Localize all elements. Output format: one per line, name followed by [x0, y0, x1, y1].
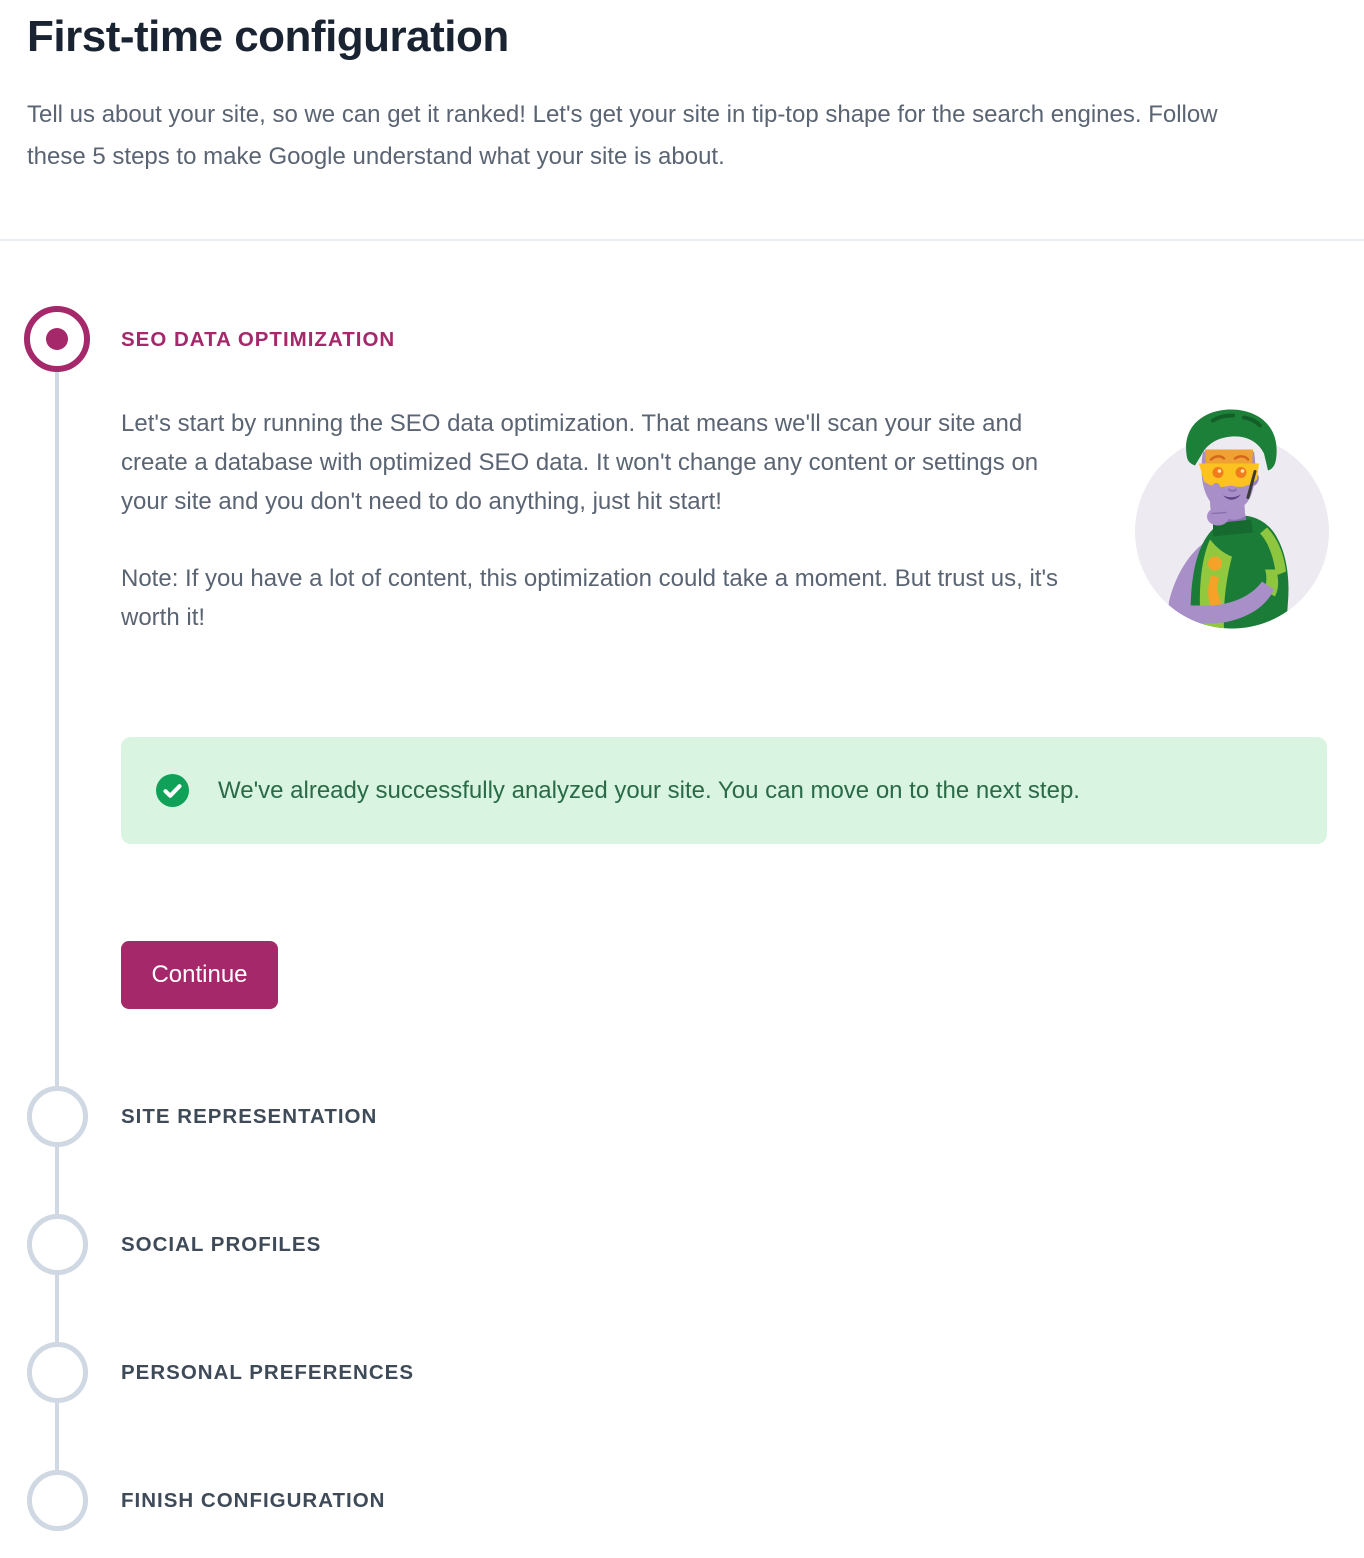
intro-text: Tell us about your site, so we can get it ranked! Let's get your site in tip-top shape for the search engines. Follow these 5 steps to make Google understand what your site is about. — [27, 101, 1218, 170]
step-content-seo-data-optimization — [121, 404, 1066, 637]
divider — [0, 239, 1364, 241]
page-title: First-time configuration — [27, 12, 509, 61]
step-description-text: Let's start by running the SEO data optimization. That means we'll scan your site and create a database with optimized SEO data. It won't change any content or settings on your site and you don't need to do anything, just hit start! — [121, 410, 1039, 515]
step-indicator-site-representation — [27, 1086, 88, 1147]
step-indicator-finish-configuration — [27, 1470, 88, 1531]
step-label-site-representation[interactable]: SITE REPRESENTATION — [121, 1105, 378, 1128]
continue-button[interactable]: Continue — [121, 941, 278, 1009]
step-indicator-social-profiles — [27, 1214, 88, 1275]
step-indicator-seo-data-optimization — [24, 306, 90, 372]
step-label-finish-configuration[interactable]: FINISH CONFIGURATION — [121, 1489, 386, 1512]
step-label-social-profiles[interactable]: SOCIAL PROFILES — [121, 1233, 322, 1256]
active-step-dot-icon — [46, 328, 68, 350]
step-label-seo-data-optimization[interactable]: SEO DATA OPTIMIZATION — [121, 328, 396, 351]
step-note-text: Note: If you have a lot of content, this optimization could take a moment. But trust us, it's worth it! — [121, 565, 1059, 631]
step-label-personal-preferences[interactable]: PERSONAL PREFERENCES — [121, 1361, 415, 1384]
check-circle-icon — [156, 774, 189, 807]
step-indicator-personal-preferences — [27, 1342, 88, 1403]
success-alert-text: We've already successfully analyzed your site. You can move on to the next step. — [218, 776, 1080, 804]
assistant-cyclist-illustration — [1127, 390, 1337, 633]
stepper-connector-line — [55, 339, 59, 1500]
success-alert — [121, 737, 1327, 844]
